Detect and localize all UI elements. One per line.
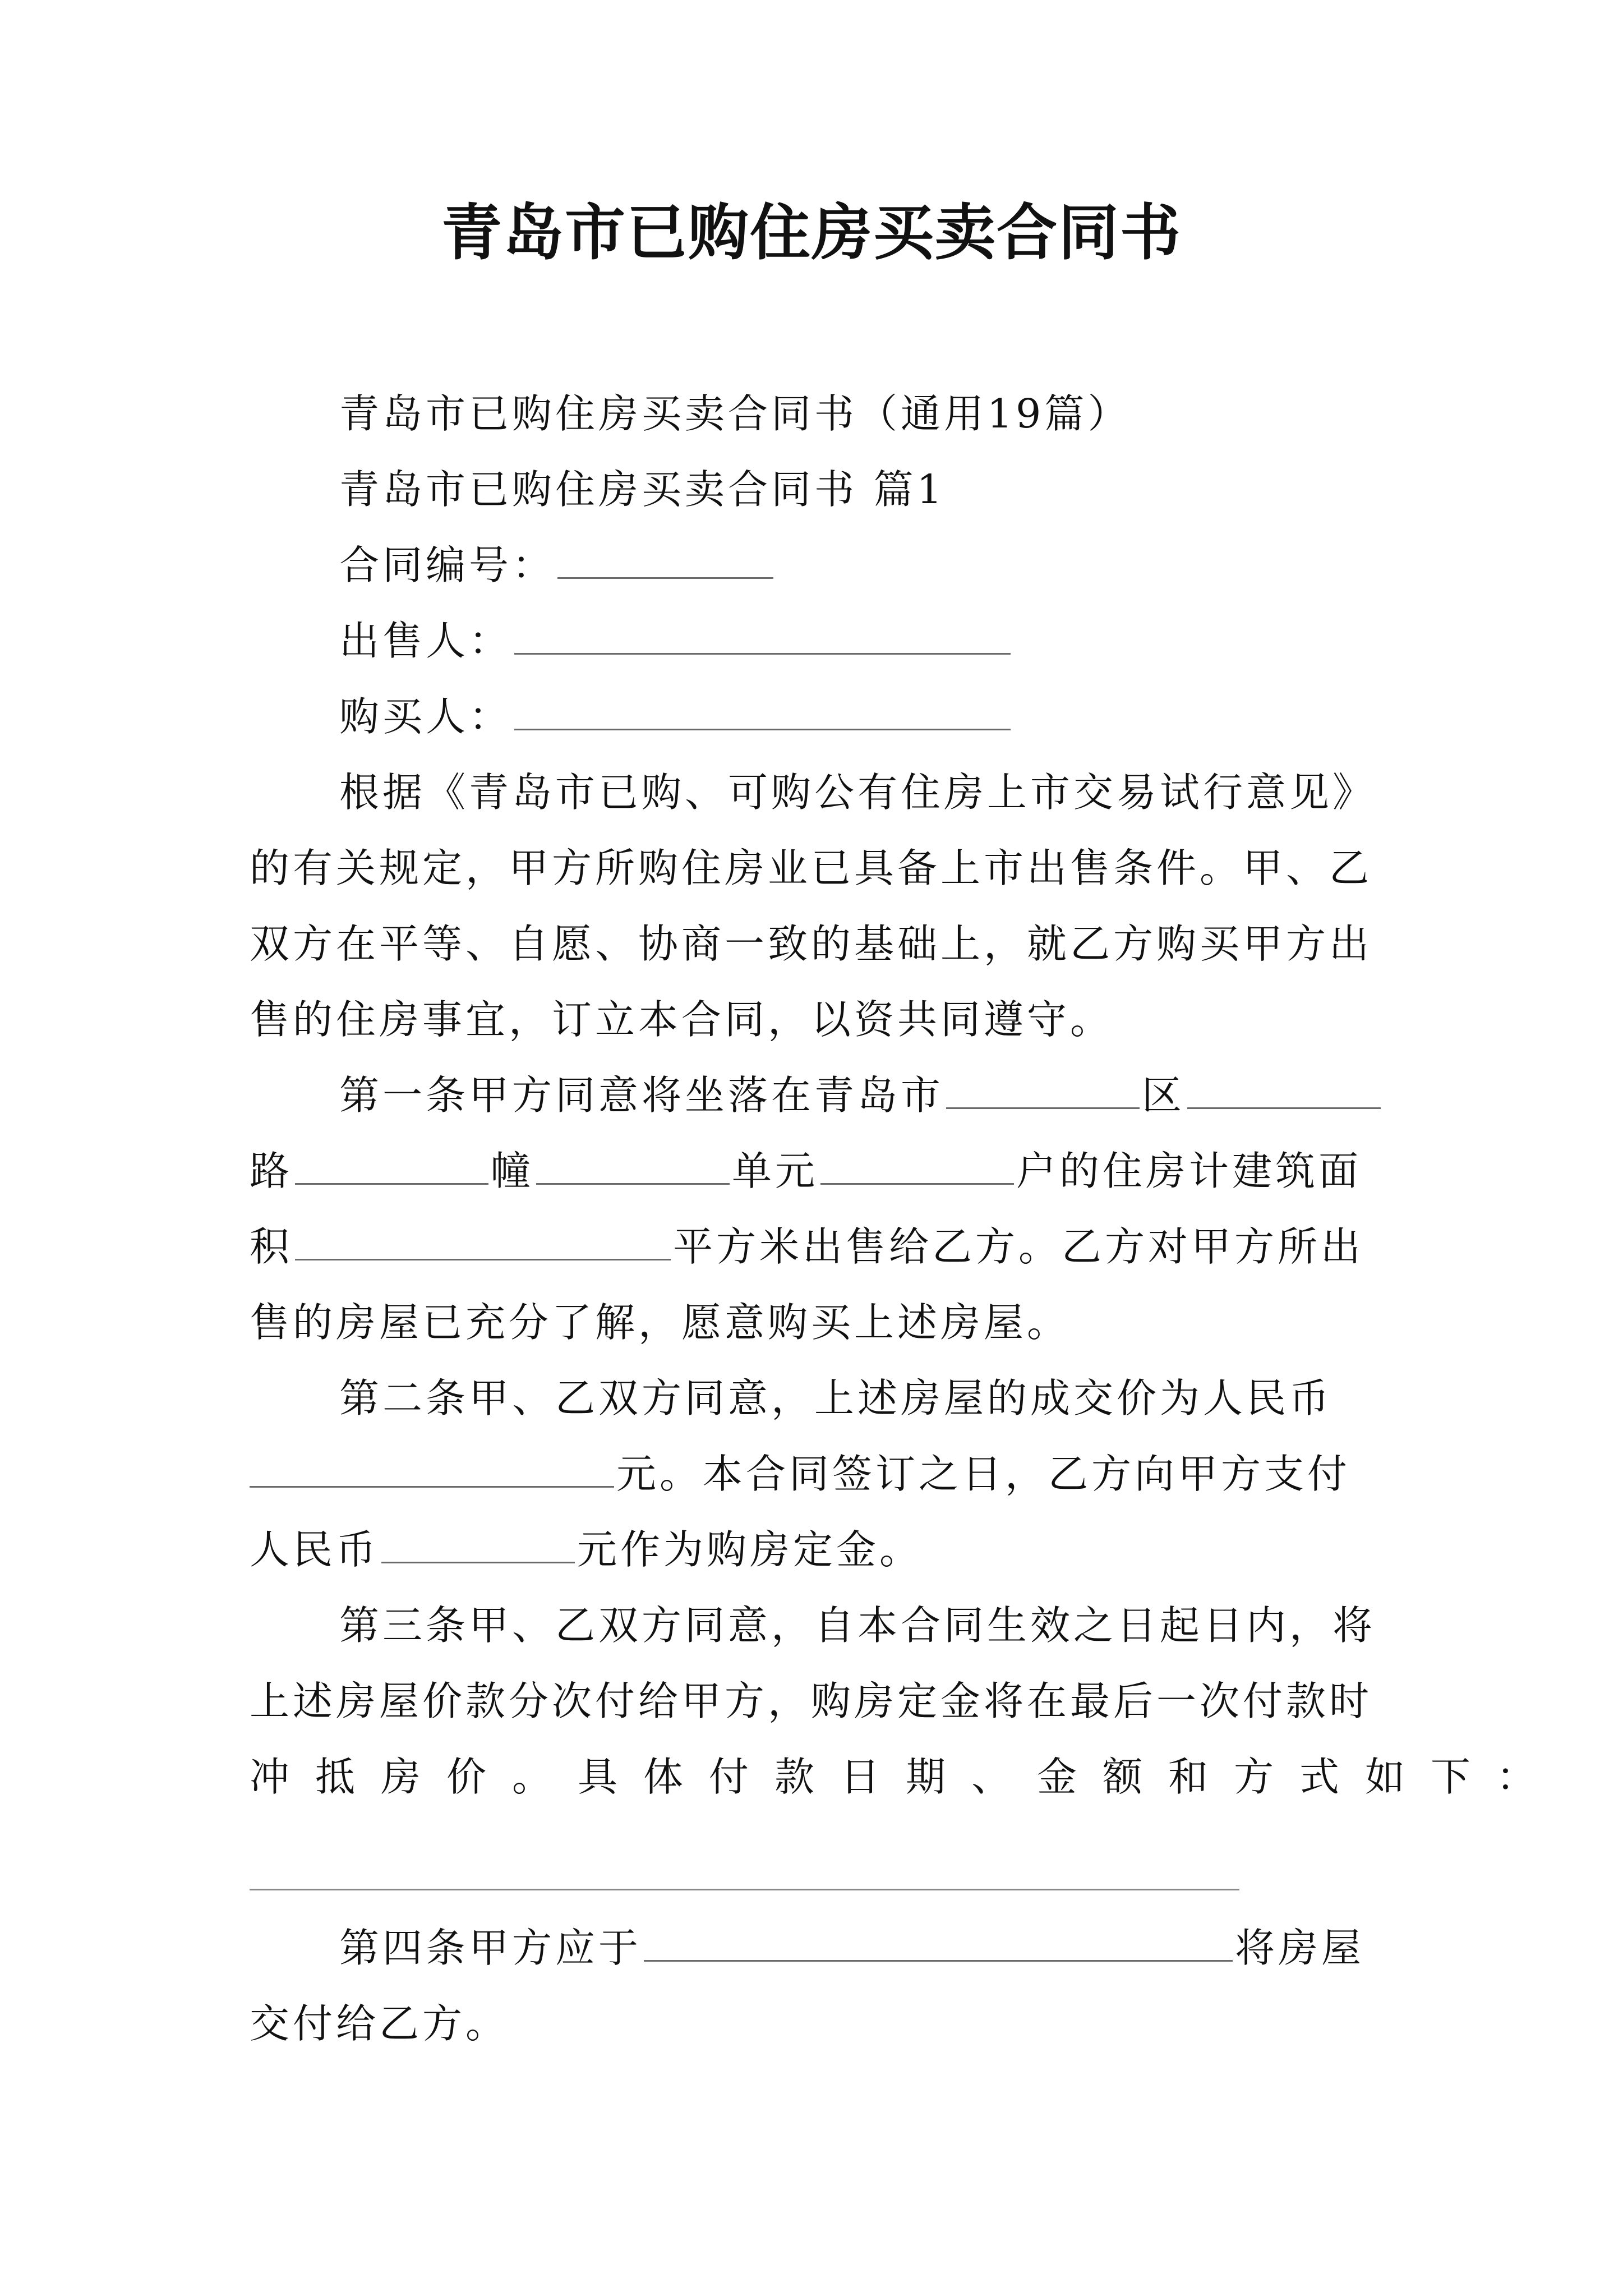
article4-line-1: [339, 1917, 1472, 1979]
article1-text-6: 户的住房计建筑面: [1016, 1148, 1362, 1194]
article3-line-1: 第三条甲、乙双方同意，自本合同生效之日起日内，将: [339, 1602, 1376, 1649]
document-title: 青岛市已购住房买卖合同书: [441, 197, 1182, 268]
road-blank: [295, 1143, 488, 1185]
article2-line-3: [250, 1519, 1382, 1581]
intro-line-3: 双方在平等、自愿、协商一致的基础上，就乙方购买甲方出: [250, 921, 1373, 967]
article2-text-3: 人民币: [250, 1526, 380, 1573]
article2-text-4: 元作为购房定金。: [577, 1526, 923, 1573]
deposit-blank: [381, 1521, 575, 1563]
seller-blank: [514, 613, 1011, 655]
area-blank: [295, 1218, 671, 1260]
article4-line-2: 交付给乙方。: [250, 2000, 509, 2047]
intro-line-4: 售的住房事宜，订立本合同，以资共同遵守。: [250, 996, 1114, 1043]
article4-text-2: 将房屋: [1235, 1925, 1365, 1971]
buyer-label: 购买人：: [339, 693, 513, 740]
contract-number-row: [339, 535, 1472, 596]
article1-line-2: [250, 1140, 1382, 1202]
payment-details-blank: [250, 1889, 1239, 1890]
article1-text-1: 第一条甲方同意将坐落在青岛市: [339, 1072, 944, 1119]
article1-line-1: [339, 1065, 1472, 1126]
article1-line-4: 售的房屋已充分了解，愿意购买上述房屋。: [250, 1299, 1071, 1346]
intro-line-2: 的有关规定，甲方所购住房业已具备上市出售条件。甲、乙: [250, 845, 1373, 891]
seller-label: 出售人：: [339, 618, 513, 664]
article2-line-2: [250, 1443, 1382, 1505]
article4-text-1: 第四条甲方应于: [339, 1925, 642, 1971]
seller-row: [339, 610, 1472, 672]
city-district-blank: [946, 1067, 1140, 1109]
article1-text-7: 积: [250, 1223, 293, 1270]
contract-number-label: 合同编号：: [339, 542, 556, 588]
article3-line-3: 冲抵房价。具体付款日期、金额和方式如下：: [250, 1754, 1562, 1800]
unit-blank: [820, 1143, 1014, 1185]
handover-date-blank: [644, 1920, 1233, 1962]
intro-line-1: 根据《青岛市已购、可购公有住房上市交易试行意见》: [339, 769, 1376, 816]
price-blank: [250, 1446, 614, 1488]
article1-text-4: 幢: [491, 1148, 534, 1194]
building-blank: [536, 1143, 730, 1185]
article3-line-2: 上述房屋价款分次付给甲方，购房定金将在最后一次付款时: [250, 1678, 1373, 1724]
district-blank: [1187, 1067, 1381, 1109]
article2-text-2: 元。本合同签订之日，乙方向甲方支付: [616, 1451, 1351, 1497]
article1-line-3: [250, 1216, 1382, 1278]
article1-text-2: 区: [1142, 1072, 1186, 1119]
article2-line-1: 第二条甲、乙双方同意，上述房屋的成交价为人民币: [339, 1375, 1333, 1421]
document-subtitle: 青岛市已购住房买卖合同书（通用19篇）: [339, 390, 1131, 437]
section-heading: 青岛市已购住房买卖合同书 篇1: [339, 466, 946, 513]
article1-text-5: 单元: [732, 1148, 819, 1194]
buyer-blank: [514, 688, 1011, 730]
buyer-row: [339, 686, 1472, 748]
article1-text-3: 路: [250, 1148, 293, 1194]
contract-number-blank: [557, 537, 773, 579]
article1-text-8: 平方米出售给乙方。乙方对甲方所出: [673, 1223, 1364, 1270]
